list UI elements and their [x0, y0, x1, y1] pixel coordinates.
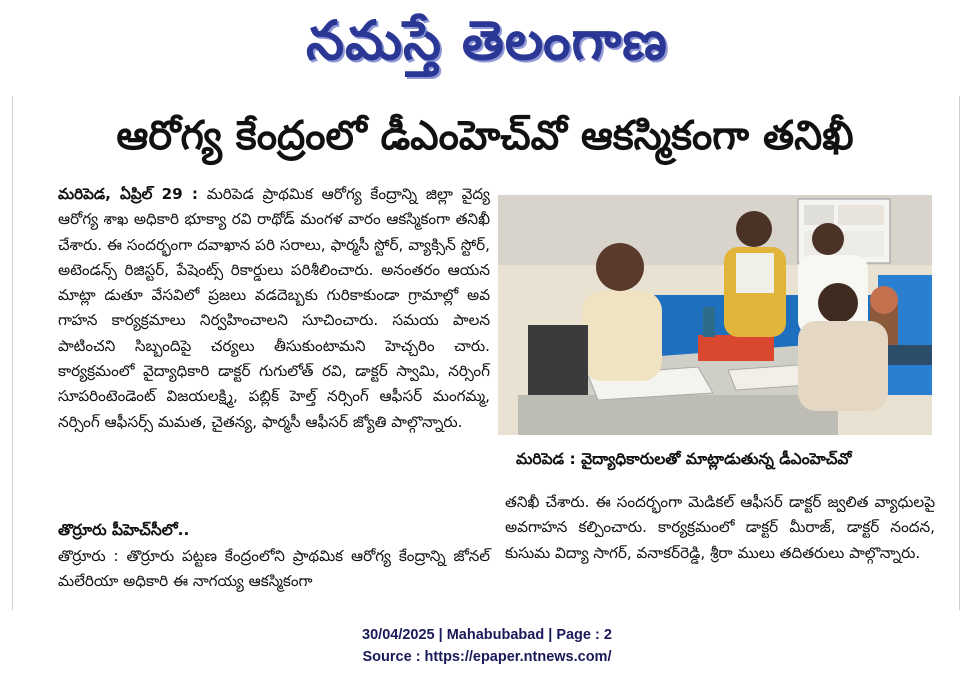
article-paragraph-3: తనిఖీ చేశారు. ఈ సందర్భంగా మెడికల్ ఆఫీసర్ డాక్టర్ జ్వలిత వ్యాధులపై అవగాహన కల్పించారు. కార్యక్రమంలో డాక్టర్ మీరాజ్, డాక్టర్ నందన, కుసుమ విద్యా సాగర్, వనాకర్‌రెడ్డి, శ్రీరా ములు తదితరులు పాల్గొన్నారు. [505, 493, 935, 562]
masthead [0, 0, 974, 80]
article-body-left [58, 182, 490, 482]
photo-caption: మరిపెడ : వైద్యాధికారులతో మాట్లాడుతున్న డీఎంహెచ్‌వో [516, 450, 852, 468]
article-paragraph-1: మరిపెడ ప్రాథమిక ఆరోగ్య కేంద్రాన్ని జిల్లా వైద్య ఆరోగ్య శాఖ అధికారి భూక్యా రవి రాథోడ్ మంగళ వారం ఆకస్మికంగా తనిఖీ చేశారు. ఈ సందర్భంగా దవాఖాన పరి సరాలు, ఫార్మసీ స్టోర్, వ్యాక్సిన్ స్టోర్, అటెండన్స్ రిజిస్టర్, పేషెంట్స్ రికార్డులు పరిశీలించారు. అనంతరం ఆయన మాట్లా డుతూ వేసవిలో ప్రజలు వడదెబ్బకు గురికాకుండా గ్రామాల్లో అవ గాహన కార్యక్రమాలు నిర్వహించాలని సూచించారు. సమయ పాలన పాటించని సిబ్బందిపై చర్యలు తీసుకుంటామని హెచ్చరిం చారు. కార్యక్రమంలో వైద్యాధికారి డాక్టర్ గుగులోత్ రవి, డాక్టర్ స్వామి, నర్సింగ్ సూపరింటెండెంట్ విజయలక్ష్మి, పబ్లిక్ హెల్త్ నర్సింగ్ ఆఫీసర్ మంగమ్మ, నర్సింగ్ ఆఫీసర్స్ మమత, చైతన్య, ఫార్మసీ ఆఫీసర్ జ్యోతి పాల్గొన్నారు. [58, 185, 490, 431]
article-photo [498, 195, 932, 435]
article-subheading: తొర్రూరు పీహెచ్‌సీలో.. [58, 521, 190, 539]
article-headline: ఆరోగ్య కేంద్రంలో డీఎంహెచ్‌వో ఆకస్మికంగా తనిఖీ [116, 113, 854, 159]
article-dateline: మరిపెడ, ఏప్రిల్ 29 : [58, 185, 198, 203]
footer-edition-line: 30/04/2025 | Mahabubabad | Page : 2 [362, 627, 612, 643]
newspaper-logo: నమస్తే తెలంగాణ [306, 8, 668, 72]
footer-source-line: Source : https://epaper.ntnews.com/ [362, 649, 612, 665]
page-footer [0, 624, 974, 668]
article-paragraph-2: తొర్రూరు : తొర్రూరు పట్టణ కేంద్రంలోని ప్రాథమిక ఆరోగ్య కేంద్రాన్ని జోనల్ మలేరియా అధికారి ఈ నాగయ్య ఆకస్మికంగా [58, 547, 490, 591]
